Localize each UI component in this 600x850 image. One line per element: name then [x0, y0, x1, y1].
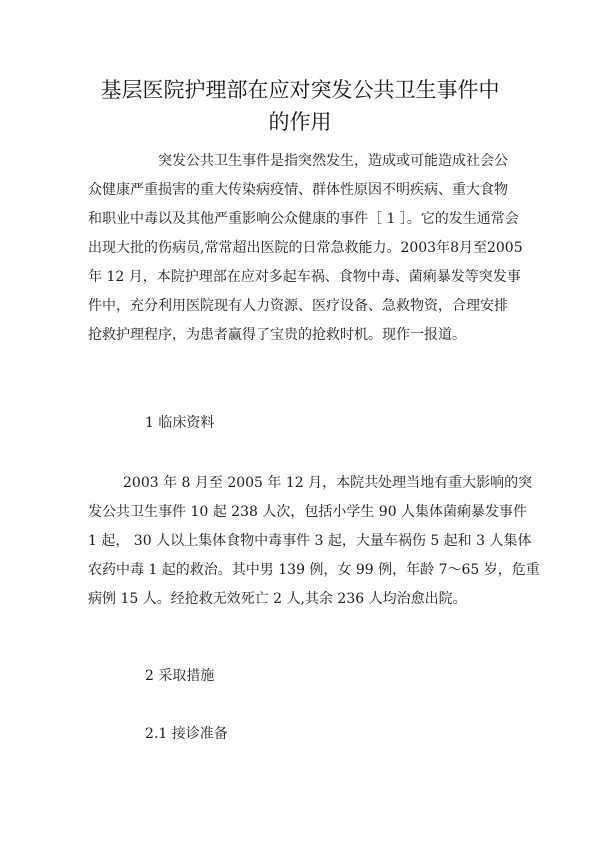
intro-line: 年 12 月，本院护理部在应对多起车祸、食物中毒、菌痢暴发等突发事 — [88, 269, 521, 285]
clinical-line: 发公共卫生事件 10 起 238 人次，包括小学生 90 人集体菌痢暴发事件 — [88, 504, 528, 520]
title-line-1: 基层医院护理部在应对突发公共卫生事件中 — [100, 78, 500, 102]
clinical-line: 1 起， 30 人以上集体食物中毒事件 3 起，大量车祸伤 5 起和 3 人集体 — [88, 533, 532, 549]
intro-line: 抢救护理程序，为患者赢得了宝贵的抢救时机。现作一报道。 — [88, 327, 466, 343]
clinical-line: 病例 15 人。经抢救无效死亡 2 人,其余 236 人均治愈出院。 — [88, 591, 467, 607]
section-heading-1: 1 临床资料 — [145, 415, 215, 431]
intro-line: 突发公共卫生事件是指突然发生，造成或可能造成社会公 — [158, 153, 508, 169]
intro-line: 和职业中毒以及其他严重影响公众健康的事件［ 1 ］。它的发生通常会 — [88, 211, 519, 227]
clinical-line: 2003 年 8 月至 2005 年 12 月，本院共处理当地有重大影响的突 — [123, 475, 533, 491]
clinical-data-paragraph — [88, 469, 540, 614]
document-title — [60, 74, 540, 138]
intro-line: 出现大批的伤病员,常常超出医院的日常急救能力。2003年8月至2005 — [88, 240, 523, 256]
intro-line: 众健康严重损害的重大传染病疫情、群体性原因不明疾病、重大食物 — [88, 182, 508, 198]
clinical-line: 农药中毒 1 起的救治。其中男 139 例，女 99 例，年龄 7～65 岁，危重 — [88, 562, 540, 578]
section-heading-2-1: 2.1 接诊准备 — [145, 726, 228, 742]
intro-line: 件中，充分利用医院现有人力资源、医疗设备、急救物资，合理安排 — [88, 298, 508, 314]
title-line-2: 的作用 — [268, 110, 332, 134]
section-heading-2: 2 采取措施 — [145, 668, 215, 684]
intro-paragraph — [88, 147, 523, 350]
